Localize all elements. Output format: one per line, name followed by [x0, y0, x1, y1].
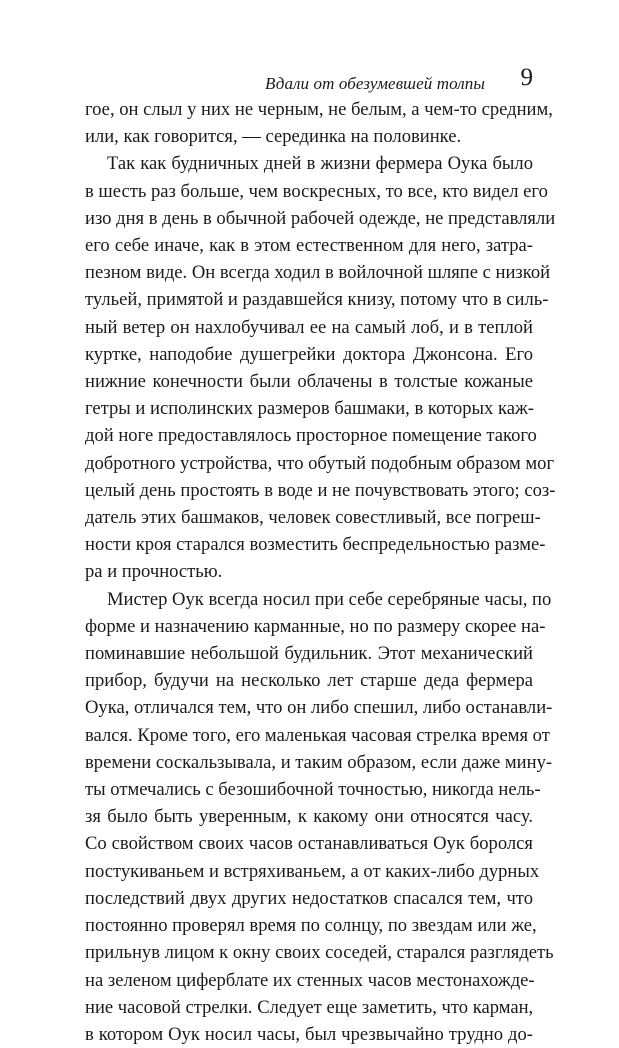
text-line: пезном виде. Он всегда ходил в войлочной шляпе с низкой [85, 262, 551, 284]
text-line: ный ветер он нахлобучивал ее на самый лоб, и в теплой [85, 316, 533, 338]
book-page [85, 60, 556, 1048]
text-line: или, как говорится, — серединка на половинке. [85, 126, 462, 148]
text-line: ности кроя старался возместить беспредельностью разме- [85, 534, 546, 556]
text-line: гое, он слыл у них не черным, не белым, а чем-то средним, [85, 99, 553, 120]
text-line: тульей, примятой и раздавшейся книзу, потому что в силь- [85, 289, 549, 311]
text-line: изо дня в день в обычной рабочей одежде, не представляли [85, 207, 556, 229]
text-line: Так как будничных дней в жизни фермера Оука было [107, 153, 533, 175]
text-line: целый день простоять в воде и не почувствовать этого; соз- [85, 479, 556, 501]
text-line: датель этих башмаков, человек совестливый, все погреш- [85, 507, 541, 529]
text-line: вался. Кроме того, его маленькая часовая стрелка время от [85, 724, 550, 746]
text-line: последствий двух других недостатков спасался тем, что [85, 887, 533, 909]
text-line: Оука, отличался тем, что он либо спешил, либо останавли- [85, 697, 553, 719]
page-number: 9 [520, 64, 533, 91]
text-line: прибор, будучи на несколько лет старше деда фермера [85, 670, 533, 692]
text-line: добротного устройства, что обутый подобным образом мог [85, 452, 555, 474]
running-title: Вдали от обезумевшей толпы [265, 74, 485, 93]
text-line: ние часовой стрелки. Следует еще заметить, что карман, [85, 996, 534, 1018]
text-line: постоянно проверял время по солнцу, по звездам или же, [85, 915, 537, 937]
text-line: в котором Оук носил часы, был чрезвычайно трудно до- [85, 1023, 533, 1045]
text-line: времени соскальзывала, и таким образом, если даже мину- [85, 751, 553, 773]
text-line: ра и прочностью. [85, 561, 223, 583]
text-line: форме и назначению карманные, но по размеру скорее на- [85, 615, 546, 637]
running-header [85, 60, 533, 96]
text-line: в шесть раз больше, чем воскресных, то все, кто видел его [85, 180, 548, 202]
text-line: дой ноге предоставлялось просторное помещение такого [85, 425, 537, 447]
text-line: ты отмечались с безошибочной точностью, никогда нель- [85, 779, 541, 801]
text-line: Со свойством своих часов останавливаться Оук боролся [85, 833, 533, 855]
text-line: нижние конечности были облачены в толстые кожаные [85, 371, 533, 393]
text-line: куртке, наподобие душегрейки доктора Джонсона. Его [85, 343, 533, 365]
text-line: прильнув лицом к окну своих соседей, старался разглядеть [85, 942, 554, 964]
text-line: на зеленом циферблате их стенных часов местонахожде- [85, 969, 535, 991]
body-text [85, 96, 556, 1048]
text-line: Мистер Оук всегда носил при себе серебряные часы, по [107, 588, 552, 610]
text-line: поминавшие небольшой будильник. Этот механический [85, 643, 533, 665]
text-line: постукиваньем и встряхиваньем, а от каких-либо дурных [85, 860, 540, 882]
text-line: его себе иначе, как в этом естественном для него, затра- [85, 235, 533, 257]
text-line: зя было быть уверенным, к какому они относятся часу. [85, 806, 533, 828]
text-line: гетры и исполинских размеров башмаки, в которых каж- [85, 398, 534, 420]
